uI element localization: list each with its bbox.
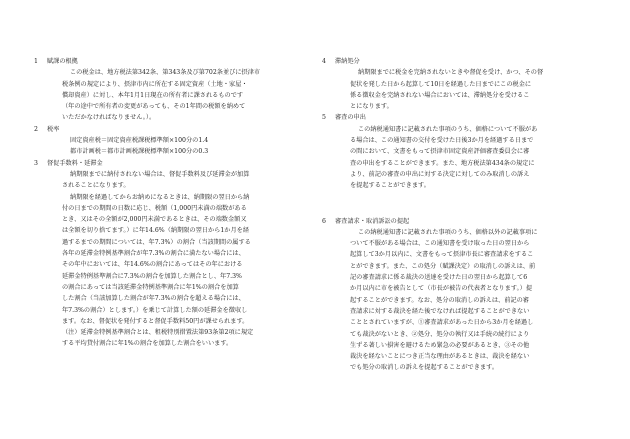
body-line: でも処分の取消しの訴えを提起することができます。 <box>350 364 499 372</box>
body-line: 起算して3か月以内に、文書をもって摂津市長に審査請求をするこ <box>350 251 534 259</box>
body-line: とき、又はその全額が2,000円未満であるときは、その端数金額又 <box>62 216 247 224</box>
body-line: 付の日までの期間の日数に応じ、税額（1,000円未満の端数がある <box>62 204 247 212</box>
body-line: とができます。また、この処分（賦課決定）の取消しの訴えは、前 <box>350 262 536 270</box>
body-line: こととされていますが、①審査請求があった日から3か月を経過し <box>350 319 534 327</box>
body-line: この納税通知書に記載された事項のうち、価格について不服があ <box>358 125 538 133</box>
section-number: 6 <box>322 217 326 225</box>
body-line: 促状を発した日から起算して10日を経過した日までにこの税金に <box>350 80 532 88</box>
body-line: 償却資産）に対し、本年1月1日現在の所有者に課されるものです <box>62 91 244 99</box>
body-line: 記の審査請求に係る裁決の送達を受けた日の翌日から起算して6 <box>350 274 528 282</box>
body-line: とになります。 <box>350 103 393 111</box>
section-body <box>62 67 292 123</box>
body-line: は全額を切り捨てます。）に年14.6%（納期限の翌日から1か月を経 <box>62 227 250 235</box>
body-line: の割合にあっては当該延滞金特例基準割合に年1%の割合を加算 <box>62 283 239 291</box>
section-fees-late-charges <box>34 158 292 350</box>
section-body <box>350 124 580 192</box>
section-body <box>350 227 580 374</box>
body-line: いただかなければなりません。）。 <box>62 114 156 122</box>
body-line: 延滞金特例基準割合に7.3%の割合を加算した割合とし、年7.3% <box>62 272 242 280</box>
section-title: 賦課の根拠 <box>47 58 78 65</box>
body-line: ても裁決がないとき、②処分、処分の執行又は手続の続行により <box>350 330 530 338</box>
section-title: 審査請求・取消訴訟の提起 <box>335 217 410 225</box>
section-body <box>70 135 292 158</box>
section-title: 督促手数料・延滞金 <box>47 159 103 167</box>
section-tax-rate <box>34 124 292 158</box>
body-line: 査請求に対する裁決を経た後でなければ提起することができない <box>350 307 530 315</box>
body-line: ついて不服がある場合は、この通知書を受け取った日の翌日から <box>350 240 530 248</box>
body-line: されることになります。 <box>62 182 130 190</box>
body-line: この税金は、地方税法第342条、第343条及び第702条並びに摂津市 <box>70 69 261 77</box>
section-body <box>350 67 580 112</box>
body-line: か月以内に市を被告として（市長が被告の代表者となります。）提 <box>350 285 533 293</box>
body-line: 納期限を経過してからお納めになるときは、納期限の翌日から納 <box>70 193 250 201</box>
body-line: （年の途中で所有者の変更があっても、その1年間の税額を納めて <box>62 103 246 111</box>
section-tax-basis <box>34 56 292 124</box>
section-title: 税率 <box>47 125 60 133</box>
body-line: 起することができます。なお、処分の取消しの訴えは、前記の審 <box>350 296 529 304</box>
right-column <box>322 56 580 374</box>
body-line: 過するまでの期間については、年7.3%）の割合（当該期間の属する <box>62 238 251 246</box>
section-number: 3 <box>34 159 38 167</box>
body-line: その年中においては、年14.6%の割合にあってはその年における <box>62 261 243 269</box>
section-number: 4 <box>322 58 326 65</box>
body-line: この納税通知書に記載された事項のうち、価格以外の記載事項に <box>358 228 538 236</box>
body-line: の間において、文書をもって摂津市固定資産評価審査委員会に審 <box>350 148 530 156</box>
body-line: 査の申出をすることができます。また、地方税法第434条の規定に <box>350 159 535 167</box>
body-line: る場合は、この通知書の交付を受けた日後3か月を経過する日まで <box>350 137 534 145</box>
body-line: 各年の延滞金特例基準割合が年7.3%の割合に満たない場合には、 <box>62 250 245 258</box>
body-line: 係る徴収金を完納されない場合においては、滞納処分を受けるこ <box>350 91 530 99</box>
section-spacer <box>322 192 580 216</box>
note-line: （注）延滞金特例基準割合とは、租税特別措置法第93条第2項に規定 <box>62 329 254 337</box>
body-line: より、前記の審査の申出に対する決定に対してのみ取消しの訴え <box>350 170 530 178</box>
body-line: 生ずる著しい損害を避けるため緊急の必要があるとき、③その他 <box>350 341 530 349</box>
note-line: する平均貸付割合に年1%の割合を加算した割合をいいます。 <box>62 340 233 348</box>
section-number: 2 <box>34 125 38 133</box>
section-review-request <box>322 112 580 191</box>
left-column <box>34 56 292 350</box>
section-delinquency-disposition <box>322 56 580 112</box>
section-title: 審査の申出 <box>335 114 366 122</box>
section-body <box>62 169 292 350</box>
body-line: 年7.3%の割合）とします。）を乗じて計算した額の延滞金を徴収し <box>62 306 248 314</box>
body-line: 税条例の規定により、摂津市内に所在する固定資産（土地・家屋・ <box>62 80 248 88</box>
body-line: 納期限までに税金を完納されないときや督促を受け、かつ、その督 <box>358 69 544 77</box>
body-line: 固定資産税＝固定資産税課税標準額×100分の1.4 <box>70 137 209 145</box>
body-line: 裁決を経ないことにつき正当な理由があるときは、裁決を経ない <box>350 353 530 361</box>
body-line: ます。なお、督促状を発付すると督促手数料50円が課せられます。 <box>62 317 249 325</box>
body-line: 都市計画税＝都市計画税課税標準額×100分の0.3 <box>70 148 209 156</box>
section-title: 滞納処分 <box>335 58 360 65</box>
body-line: 納期限までに納付されない場合は、督促手数料及び延滞金が加算 <box>70 170 250 178</box>
section-number: 1 <box>34 58 38 65</box>
section-number: 5 <box>322 114 326 122</box>
body-line: した割合（当該加算した割合が年7.3%の割合を超える場合には、 <box>62 295 245 303</box>
section-appeal-lawsuit <box>322 216 580 374</box>
body-line: を提起することができます。 <box>350 182 430 190</box>
